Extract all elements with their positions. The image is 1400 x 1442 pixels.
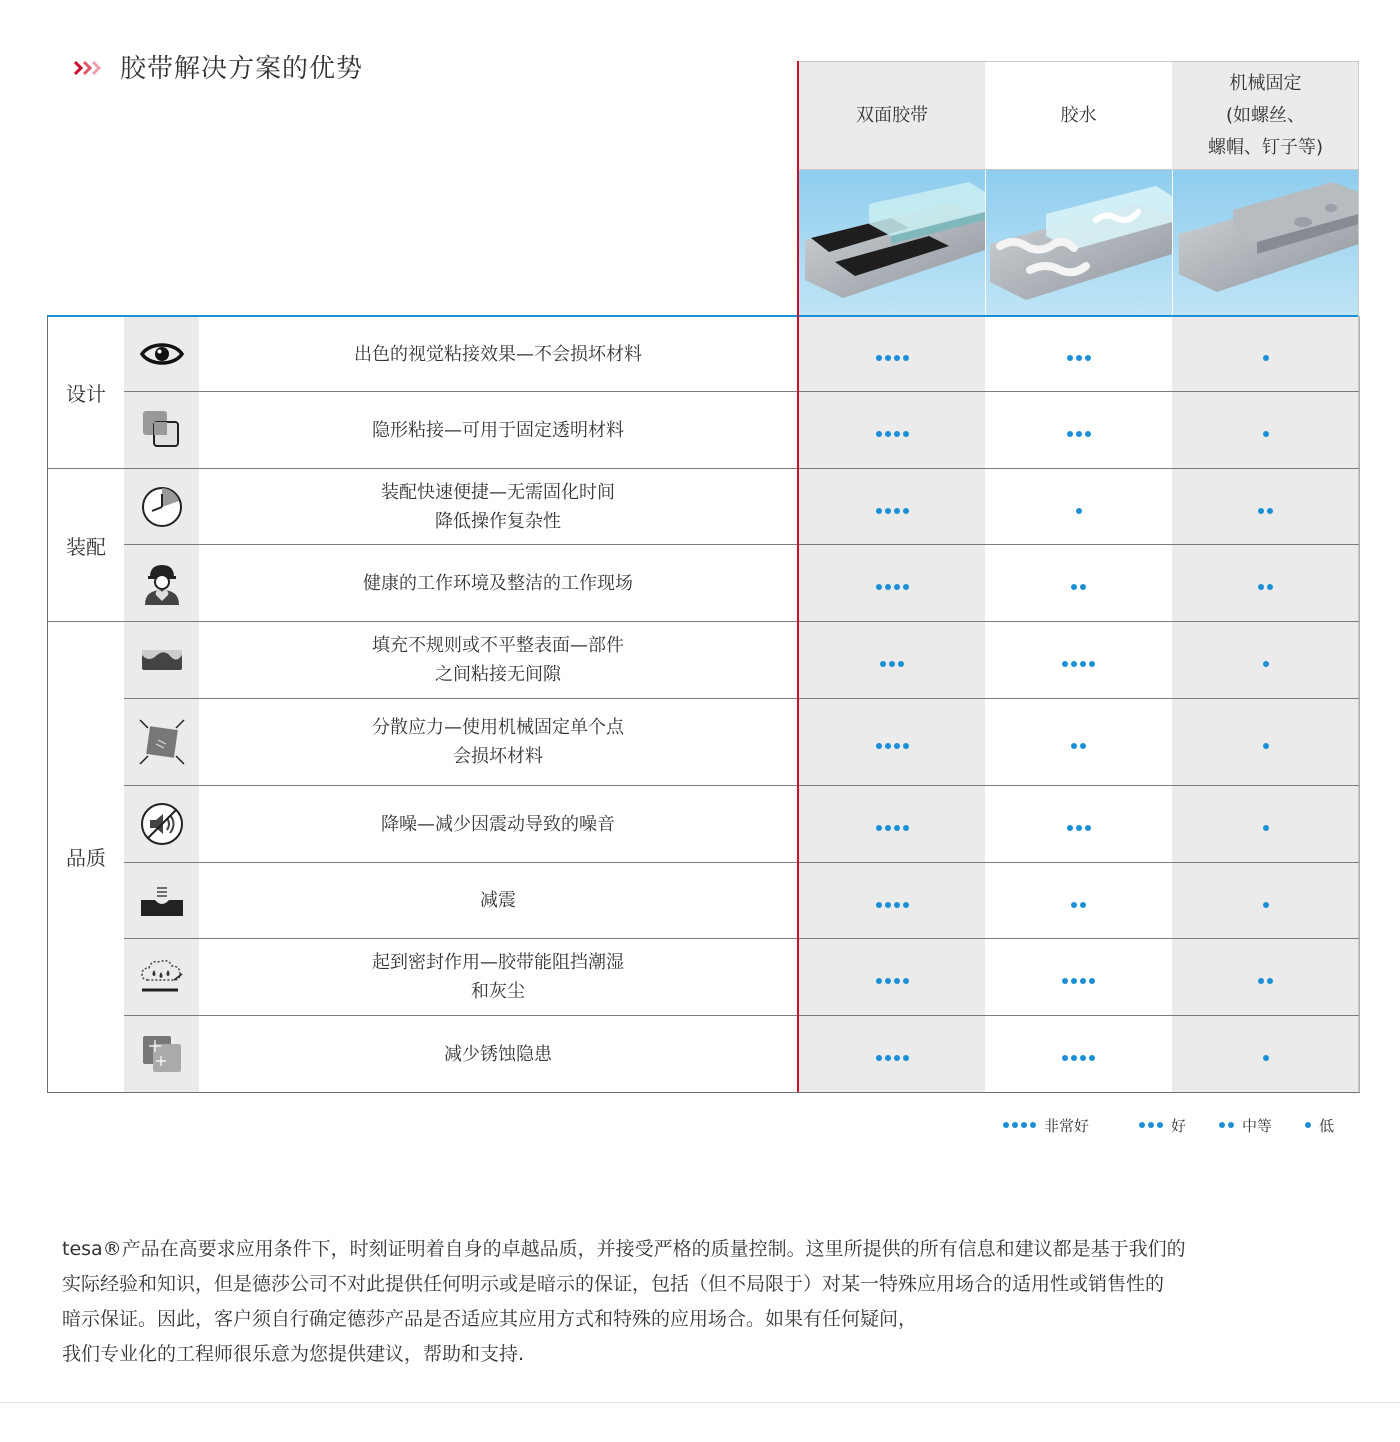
worker-heart-icon — [124, 545, 199, 621]
feature-stress-distribution: 分散应力—使用机械固定单个点 会损坏材料 — [372, 717, 624, 767]
rating-dot — [1148, 1122, 1154, 1128]
rating-dot — [1263, 902, 1269, 908]
vibration-damping-icon — [124, 863, 199, 938]
rating-dot — [1219, 1122, 1225, 1128]
rating-dot — [885, 508, 891, 514]
rating-cell — [1172, 703, 1359, 789]
rating-dot — [1089, 1055, 1095, 1061]
rating-dot — [1085, 355, 1091, 361]
rating-dot — [1067, 825, 1073, 831]
legend-dots — [1003, 1122, 1036, 1128]
rating-dot — [889, 661, 895, 667]
rating-dot — [894, 978, 900, 984]
noise-reduction-icon — [124, 786, 199, 862]
rating-dot — [1263, 661, 1269, 667]
rating-dot — [894, 355, 900, 361]
rating-dot — [1263, 1055, 1269, 1061]
rating-dot — [1071, 661, 1077, 667]
rating-dot — [894, 431, 900, 437]
rating-dot — [1089, 978, 1095, 984]
rating-dot — [894, 584, 900, 590]
rating-dot — [903, 743, 909, 749]
rating-dot — [1030, 1122, 1036, 1128]
rating-dot — [1085, 431, 1091, 437]
rating-cell — [985, 396, 1172, 472]
rating-cell — [1172, 867, 1359, 942]
rating-cell — [799, 473, 985, 548]
rating-dot — [1085, 825, 1091, 831]
legend-dots — [1139, 1122, 1163, 1128]
rating-dot — [876, 743, 882, 749]
rating-cell — [1172, 790, 1359, 866]
rating-dot — [898, 661, 904, 667]
mechanical-fastening-image — [1173, 170, 1359, 315]
rating-dot — [1267, 584, 1273, 590]
rating-dot — [894, 508, 900, 514]
legend-very-good — [1003, 1113, 1089, 1137]
category-label-design: 设计 — [66, 382, 106, 406]
rating-dot — [903, 902, 909, 908]
rating-dot — [876, 431, 882, 437]
rating-dot — [1228, 1122, 1234, 1128]
legend-label: 低 — [1319, 1116, 1335, 1135]
disclaimer-line: 实际经验和知识，但是德莎公司不对此提供任何明示或是暗示的保证，包括（但不局限于）对某一特殊应用场合的适用性或销售性的 — [62, 1273, 1165, 1295]
rating-cell — [799, 549, 985, 625]
disclaimer-line: 我们专业化的工程师很乐意为您提供建议，帮助和支持. — [62, 1343, 525, 1365]
rating-dot — [876, 825, 882, 831]
rating-cell — [985, 549, 1172, 625]
rating-cell — [1172, 1020, 1359, 1096]
rating-cell — [799, 703, 985, 789]
rating-dot — [1076, 825, 1082, 831]
rating-dot — [1263, 431, 1269, 437]
rating-dot — [1080, 978, 1086, 984]
rating-dot — [876, 355, 882, 361]
rating-dot — [1258, 508, 1264, 514]
rating-cell — [799, 790, 985, 866]
feature-visual-bonding: 出色的视觉粘接效果—不会损坏材料 — [354, 343, 642, 365]
rating-dot — [1071, 743, 1077, 749]
rating-dot — [876, 1055, 882, 1061]
rating-dot — [1021, 1122, 1027, 1128]
rating-dot — [876, 978, 882, 984]
rating-cell — [1172, 943, 1359, 1019]
rating-dot — [1258, 584, 1264, 590]
rating-dot — [885, 902, 891, 908]
rating-dot — [1071, 584, 1077, 590]
rating-dot — [876, 584, 882, 590]
rating-dot — [1076, 431, 1082, 437]
feature-vibration-damping: 减震 — [480, 890, 516, 911]
rating-dot — [1071, 1055, 1077, 1061]
rating-dot — [1062, 661, 1068, 667]
chevrons-icon — [74, 58, 104, 78]
feature-healthy-environment: 健康的工作环境及整洁的工作现场 — [363, 572, 633, 594]
rating-cell — [985, 790, 1172, 866]
rating-dot — [894, 902, 900, 908]
rating-dot — [1080, 661, 1086, 667]
disclaimer-line: tesa®产品在高要求应用条件下，时刻证明着自身的卓越品质，并接受严格的质量控制。这里所提供的所有信息和建议都是基于我们的 — [62, 1238, 1186, 1260]
rating-dot — [1139, 1122, 1145, 1128]
rating-dot — [876, 508, 882, 514]
rating-cell — [1172, 626, 1359, 702]
rating-dot — [1080, 1055, 1086, 1061]
rating-dot — [903, 1055, 909, 1061]
rating-cell — [985, 321, 1172, 395]
rating-cell — [985, 626, 1172, 702]
legend-label: 中等 — [1242, 1116, 1273, 1135]
uneven-surface-icon — [124, 622, 199, 698]
rating-dot — [1062, 978, 1068, 984]
rating-cell — [799, 943, 985, 1019]
rating-cell — [799, 396, 985, 472]
rating-dot — [1062, 1055, 1068, 1061]
feature-invisible-bonding: 隐形粘接—可用于固定透明材料 — [372, 419, 624, 441]
rating-dot — [1263, 355, 1269, 361]
rating-cell — [1172, 321, 1359, 395]
rating-cell — [1172, 549, 1359, 625]
rating-dot — [903, 431, 909, 437]
rating-dot — [903, 825, 909, 831]
transparent-layers-icon — [124, 392, 199, 468]
rating-dot — [876, 902, 882, 908]
rating-dot — [1080, 584, 1086, 590]
feature-uneven-surfaces: 填充不规则或不平整表面—部件 之间粘接无间隙 — [372, 635, 624, 685]
column-header-tape: 双面胶带 — [799, 62, 985, 169]
rating-dot — [1157, 1122, 1163, 1128]
disclaimer — [62, 1232, 1352, 1372]
rating-dot — [1071, 978, 1077, 984]
rating-dot — [885, 355, 891, 361]
rating-dot — [1012, 1122, 1018, 1128]
rating-cell — [1172, 396, 1359, 472]
rating-dot — [1076, 355, 1082, 361]
legend-label: 非常好 — [1044, 1116, 1090, 1135]
stress-distribution-icon — [124, 699, 199, 785]
sealing-moisture-icon — [124, 939, 199, 1015]
column-header-glue: 胶水 — [985, 62, 1172, 169]
rating-dot — [1267, 978, 1273, 984]
rating-cell — [799, 867, 985, 942]
legend-medium — [1219, 1113, 1272, 1137]
feature-fast-assembly: 装配快速便捷—无需固化时间 降低操作复杂性 — [381, 481, 615, 532]
rating-dot — [1003, 1122, 1009, 1128]
rating-dot — [1067, 431, 1073, 437]
footer-divider — [0, 1402, 1400, 1403]
rating-cell — [799, 626, 985, 702]
rating-cell — [1172, 473, 1359, 548]
rating-dot — [1263, 825, 1269, 831]
category-label-assembly: 装配 — [66, 535, 106, 559]
rating-dot — [880, 661, 886, 667]
rating-dot — [1258, 978, 1264, 984]
rating-dot — [903, 584, 909, 590]
anti-corrosion-icon — [124, 1016, 199, 1092]
legend-dots — [1219, 1122, 1234, 1128]
rating-cell — [799, 1020, 985, 1096]
eye-icon — [124, 317, 199, 391]
rating-dot — [885, 1055, 891, 1061]
rating-dot — [894, 825, 900, 831]
category-label-quality: 品质 — [66, 846, 106, 870]
rating-cell — [985, 473, 1172, 548]
rating-dot — [885, 431, 891, 437]
legend-good — [1139, 1113, 1186, 1137]
rating-dot — [1089, 661, 1095, 667]
feature-corrosion: 减少锈蚀隐患 — [444, 1043, 552, 1065]
rating-dot — [1071, 902, 1077, 908]
rating-dot — [1263, 743, 1269, 749]
legend-label: 好 — [1171, 1116, 1187, 1135]
feature-noise-reduction: 降噪—减少因震动导致的噪音 — [381, 813, 615, 835]
legend-dots — [1305, 1122, 1311, 1128]
rating-cell — [985, 867, 1172, 942]
rating-cell — [985, 703, 1172, 789]
rating-dot — [1076, 508, 1082, 514]
rating-cell — [985, 943, 1172, 1019]
rating-dot — [885, 825, 891, 831]
rating-dot — [903, 508, 909, 514]
double-sided-tape-image — [799, 170, 985, 315]
rating-dot — [885, 584, 891, 590]
rating-dot — [1267, 508, 1273, 514]
disclaimer-line: 暗示保证。因此，客户须自行确定德莎产品是否适应其应用方式和特殊的应用场合。如果有任何疑问， — [62, 1308, 918, 1330]
rating-dot — [1080, 743, 1086, 749]
rating-dot — [894, 1055, 900, 1061]
rating-dot — [1067, 355, 1073, 361]
glue-image — [986, 170, 1172, 315]
rating-dot — [885, 978, 891, 984]
rating-dot — [885, 743, 891, 749]
rating-cell — [799, 321, 985, 395]
page-title: 胶带解决方案的优势 — [120, 54, 364, 84]
rating-dot — [1305, 1122, 1311, 1128]
legend-low — [1305, 1113, 1334, 1137]
rating-dot — [903, 978, 909, 984]
rating-dot — [1080, 902, 1086, 908]
feature-sealing: 起到密封作用—胶带能阻挡潮湿 和灰尘 — [372, 952, 624, 1002]
rating-cell — [985, 1020, 1172, 1096]
column-header-mechanical: 机械固定 (如螺丝、 螺帽、钉子等) — [1172, 62, 1359, 169]
rating-dot — [903, 355, 909, 361]
clock-icon — [124, 469, 199, 544]
rating-dot — [894, 743, 900, 749]
